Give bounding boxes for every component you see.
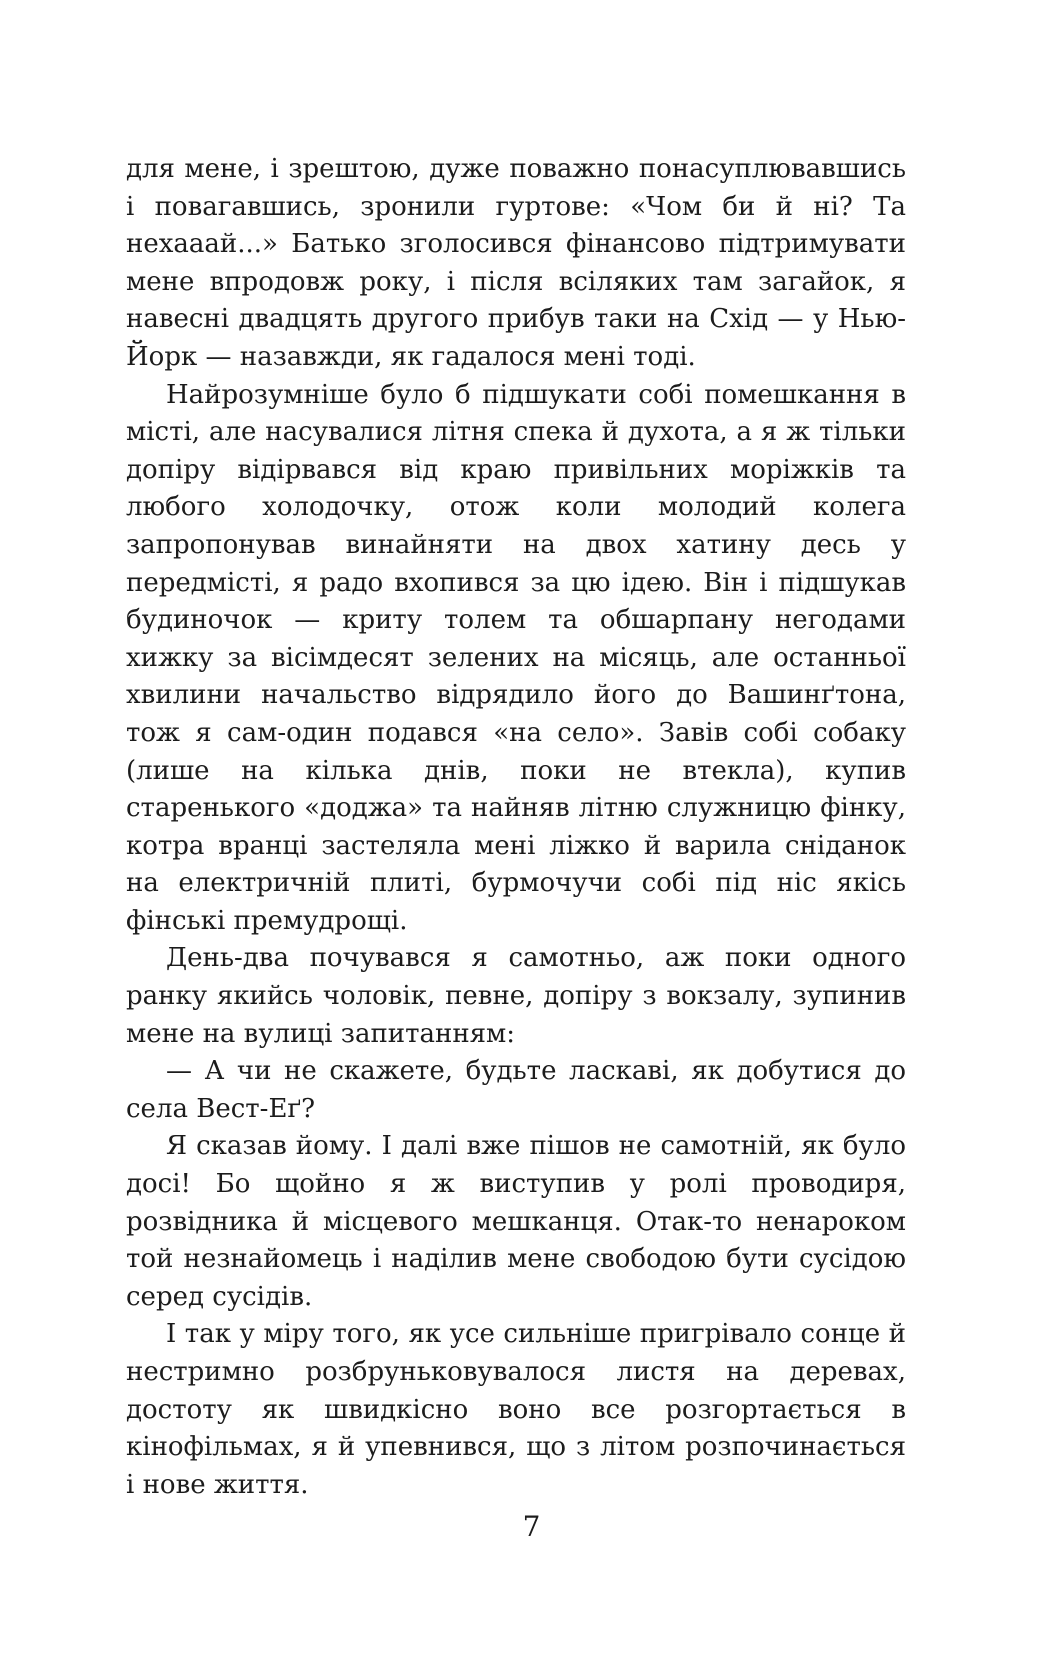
body-text [126, 151, 906, 1504]
paragraph-continuation: для мене, і зрештою, дуже поважно понасуплювавшись і повагавшись, зронили гуртове: «Чом би й ні? Та нехааай...» Батько зголосився фінансово підтримувати мене впродовж року, і після всіляких там загайок, я навесні двадцять другого прибув таки на Схід — у Нью-Йорк — назавжди, як гадалося мені тоді. [126, 154, 906, 372]
paragraph: І так у міру того, як усе сильніше пригрівало сонце й нестримно розбруньковувалося листя на деревах, достоту як швидкісно воно все розгортається в кінофільмах, я й упевнився, що з літом розпочинається і нове життя. [126, 1319, 906, 1500]
dialogue-line: — А чи не скажете, будьте ласкаві, як добутися до села Вест-Еґ? [126, 1056, 906, 1124]
paragraph: Найрозумніше було б підшукати собі помешкання в місті, але насувалися літня спека й духота, а я ж тільки допіру відірвався від краю привільних моріжків та любого холодочку, отож коли молодий колега запропонував винайняти на двох хатину десь у передмісті, я радо вхопився за цю ідею. Він і підшукав будиночок — криту толем та обшарпану негодами хижку за вісімдесят зелених на місяць, але останньої хвилини начальство відрядило його до Вашинґтона, тож я сам-один подався «на село». Завів собі собаку (лише на кілька днів, поки не втекла), купив старенького «доджа» та найняв літню служницю фінку, котра вранці застеляла мені ліжко й варила сніданок на електричній плиті, бурмочучи собі під ніс якісь фінські премудрощі. [126, 379, 906, 936]
page-number: 7 [522, 1510, 541, 1543]
paragraph: Я сказав йому. І далі вже пішов не самотній, як було досі! Бо щойно я ж виступив у ролі проводиря, розвідника й місцевого мешканця. Отак-то ненароком той незнайомець і наділив мене свободою бути сусідою серед сусідів. [126, 1131, 906, 1312]
paragraph: День-два почувався я самотньо, аж поки одного ранку якийсь чоловік, певне, допіру з вокзалу, зупинив мене на вулиці запитанням: [126, 943, 906, 1049]
